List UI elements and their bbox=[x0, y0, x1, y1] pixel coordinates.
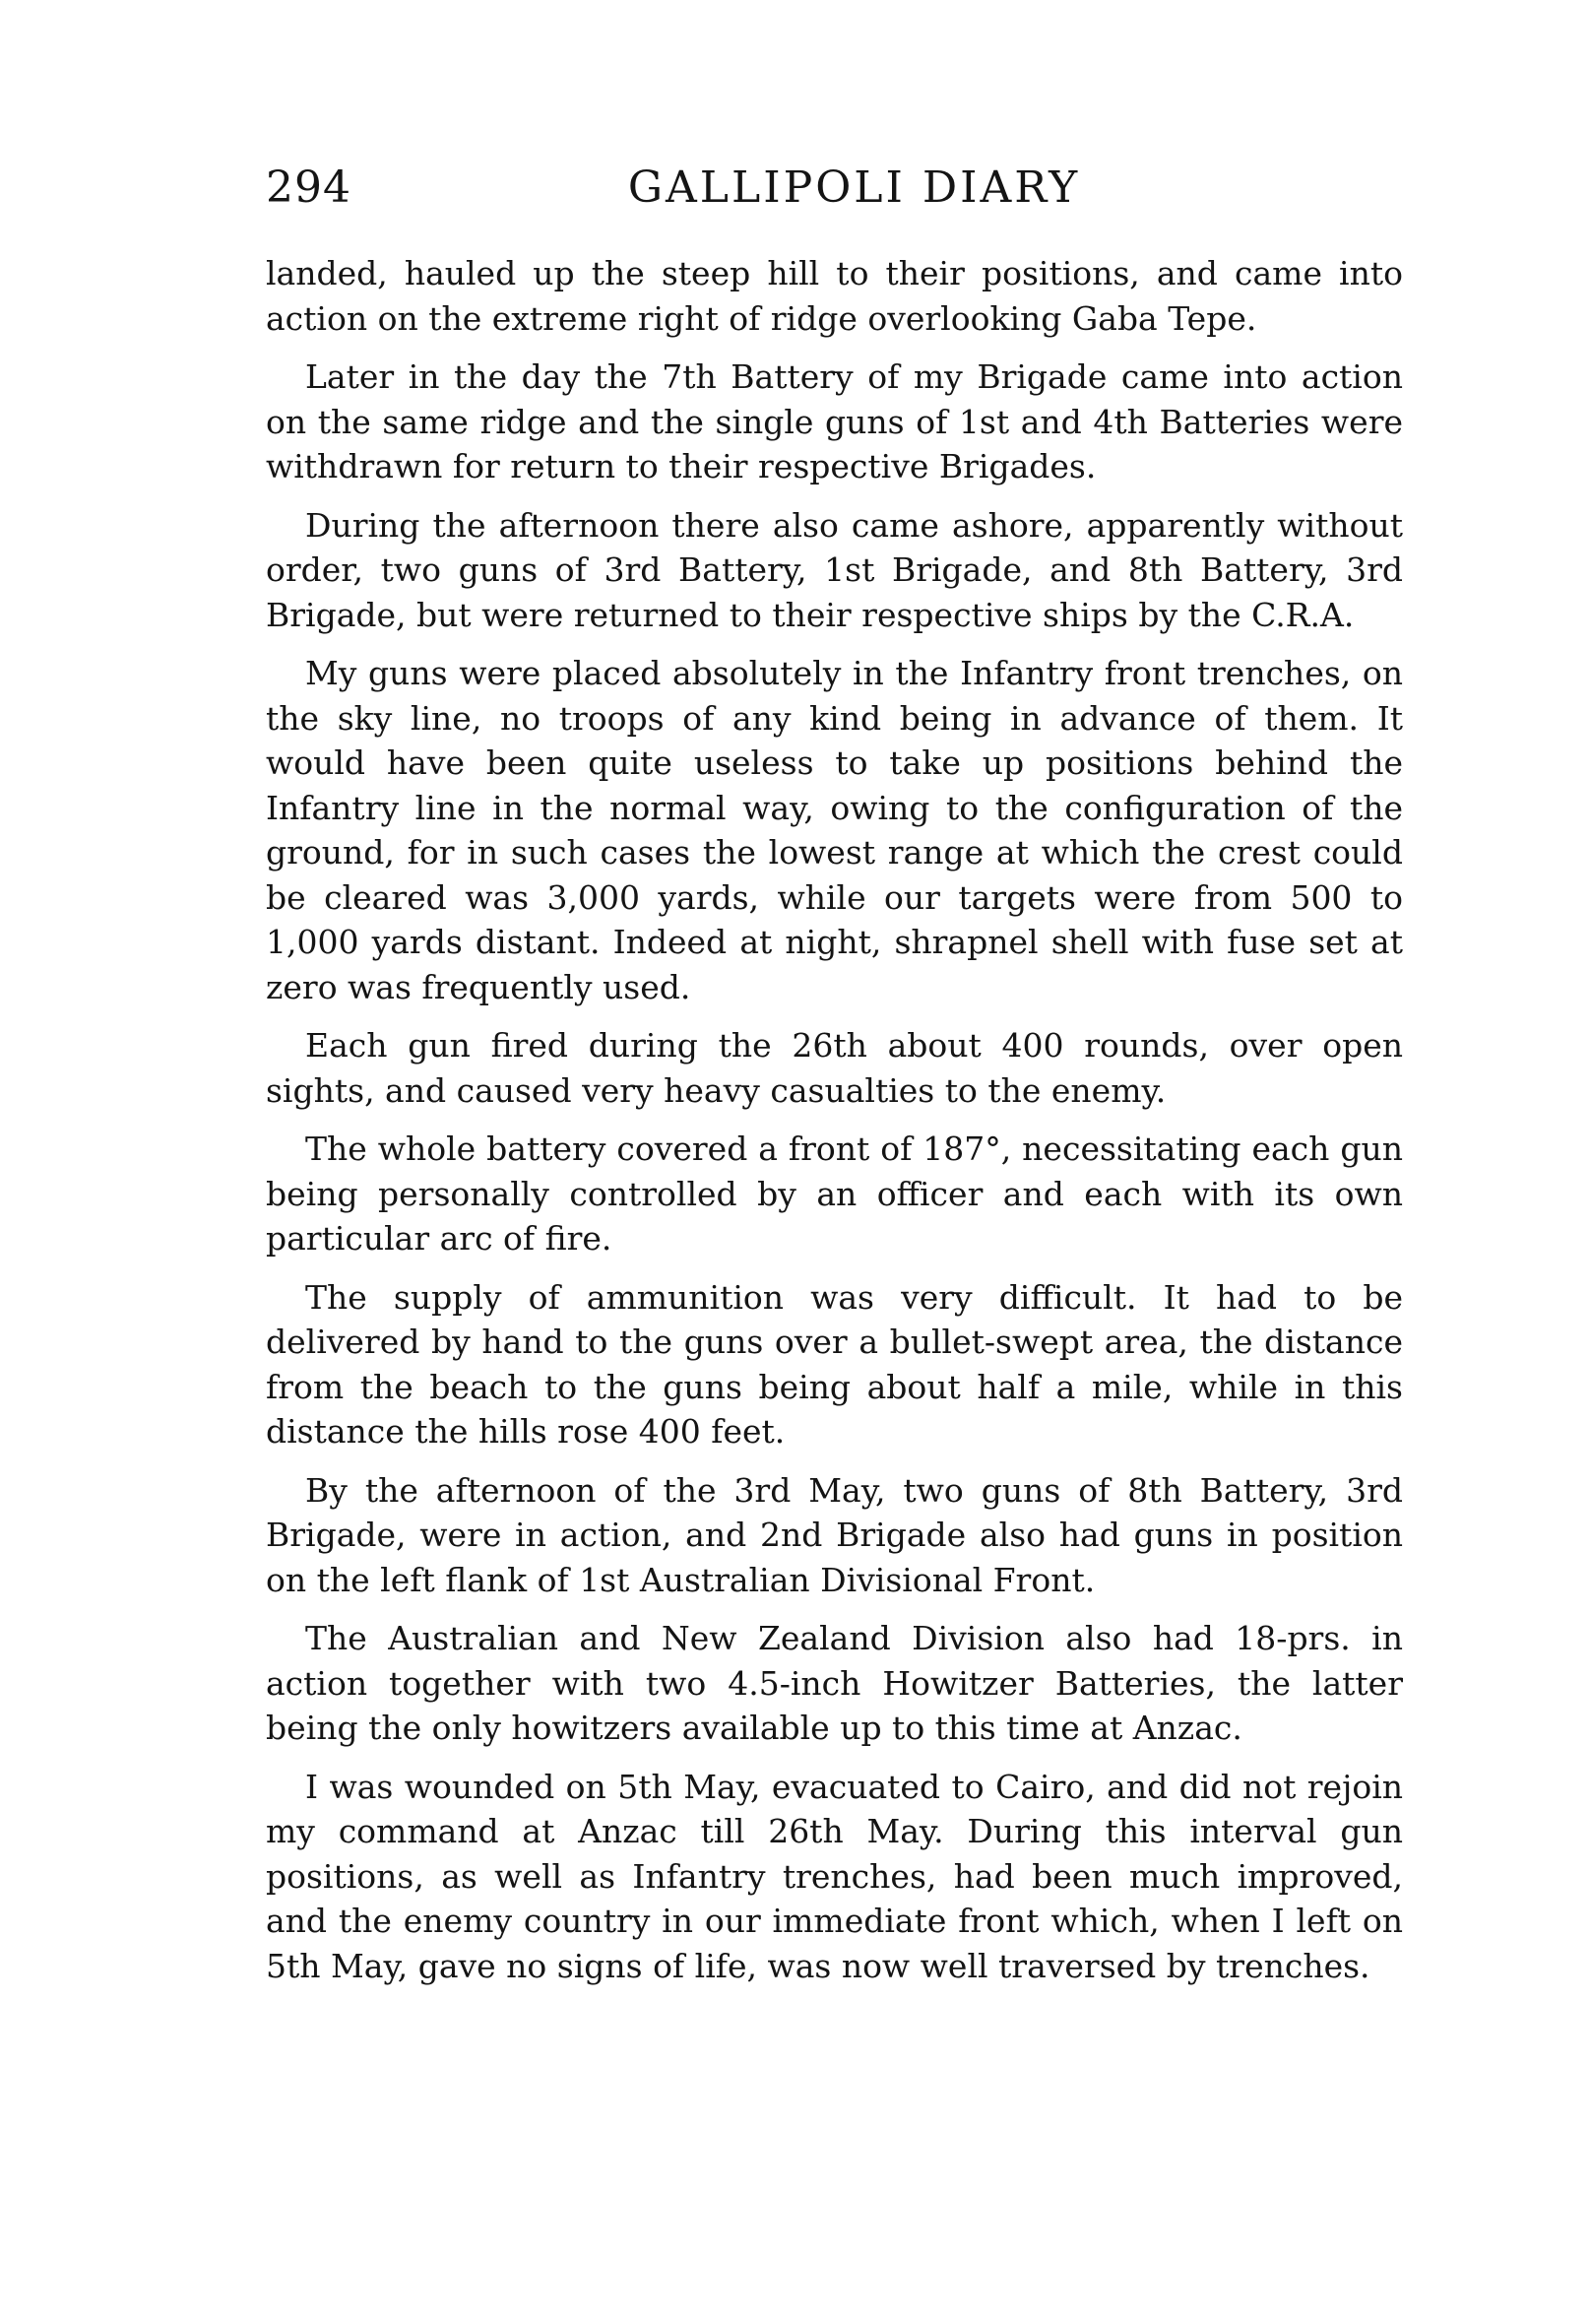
body-text bbox=[266, 251, 1403, 2002]
page-number: 294 bbox=[266, 162, 351, 213]
paragraph: By the afternoon of the 3rd May, two guns of 8th Battery, 3rd Brigade, were in action, and 2nd Brigade also had guns in position on the left flank of 1st Australian Divisional Front. bbox=[266, 1470, 1403, 1599]
paragraph: Each gun fired during the 26th about 400 rounds, over open sights, and caused very heavy casualties to the enemy. bbox=[266, 1026, 1403, 1110]
paragraph: The Australian and New Zealand Division also had 18-prs. in action together with two 4.5-inch Howitzer Batteries, the latter being the only howitzers available up to this time at Anzac. bbox=[266, 1619, 1403, 1747]
paragraph: landed, hauled up the steep hill to their positions, and came into action on the extreme right of ridge overlooking Gaba Tepe. bbox=[266, 254, 1403, 338]
paragraph: Later in the day the 7th Battery of my Brigade came into action on the same ridge and the single guns of 1st and 4th Batteries were withdrawn for return to their respective Brigades. bbox=[266, 357, 1403, 485]
running-title: GALLIPOLI DIARY bbox=[627, 162, 1081, 213]
page-header bbox=[266, 162, 1403, 231]
paragraph: During the afternoon there also came ashore, apparently without order, two guns of 3rd Battery, 1st Brigade, and 8th Battery, 3rd Brigade, but were returned to their respective ships by the C.R.A. bbox=[266, 505, 1403, 634]
paragraph: I was wounded on 5th May, evacuated to Cairo, and did not rejoin my command at Anzac till 26th May. During this interval gun positions, as well as Infantry trenches, had been much improved, and the enemy country in our immediate front which, when I left on 5th May, gave no signs of life, was now well traversed by trenches. bbox=[266, 1767, 1403, 1985]
paragraph: The whole battery covered a front of 187°, necessitating each gun being personally controlled by an officer and each with its own particular arc of fire. bbox=[266, 1130, 1403, 1258]
paragraph: My guns were placed absolutely in the Infantry front trenches, on the sky line, no troops of any kind being in advance of them. It would have been quite useless to take up positions behind the Infantry line in the normal way, owing to the configuration of the ground, for in such cases the lowest range at which the crest could be cleared was 3,000 yards, while our targets were from 500 to 1,000 yards distant. Indeed at night, shrapnel shell with fuse set at zero was frequently used. bbox=[266, 654, 1403, 1006]
paragraph: The supply of ammunition was very difficult. It had to be delivered by hand to the guns over a bullet-swept area, the distance from the beach to the guns being about half a mile, while in this distance the hills rose 400 feet. bbox=[266, 1277, 1403, 1451]
